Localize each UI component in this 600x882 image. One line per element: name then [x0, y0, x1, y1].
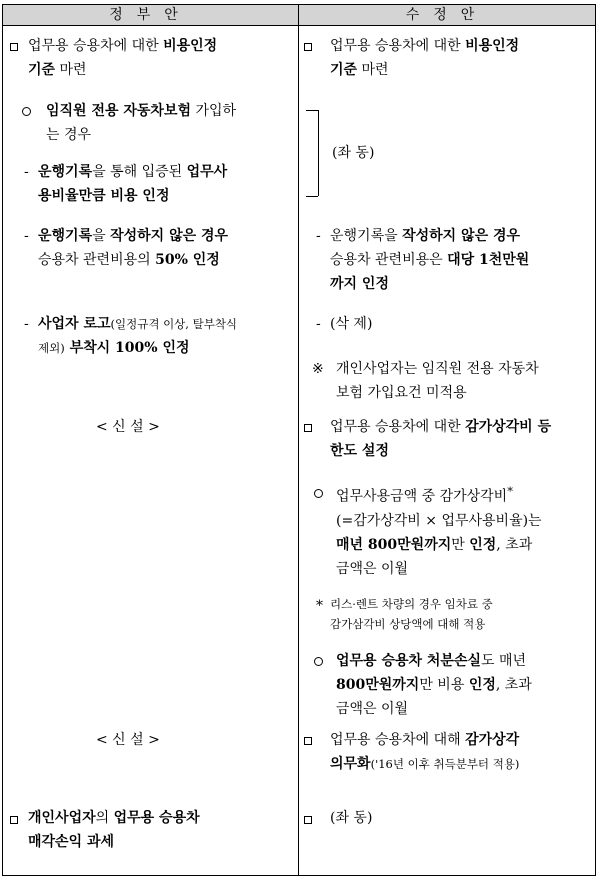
left-item-business-logo: 사업자 로고(일정규격 이상, 탈부착식 제외) 부착시 100% 인정: [38, 316, 238, 356]
header-divider: [2, 25, 596, 26]
square-bullet-icon: [304, 816, 312, 824]
reference-mark: ※: [312, 361, 324, 377]
square-bullet-icon: [10, 43, 18, 51]
header-revised-proposal: 수정안: [405, 7, 489, 23]
right-item-deleted: (삭 제): [330, 316, 373, 332]
right-item-no-logbook: 운행기록을 작성하지 않은 경우 승용차 관련비용은 대당 1천만원 까지 인정: [330, 228, 530, 292]
right-note-sole-proprietor: 개인사업자는 임직원 전용 자동차 보험 가입요건 미적용: [336, 361, 539, 401]
left-item-sole-proprietor: 개인사업자의 업무용 승용차 매각손익 과세: [28, 810, 200, 850]
dash-bullet-icon: -: [316, 228, 321, 244]
dash-bullet-icon: -: [24, 228, 29, 244]
bracket-line: [306, 110, 318, 111]
square-bullet-icon: [304, 43, 312, 51]
right-item-depreciation-limit: 업무용 승용차에 대한 감가상각비 등 한도 설정: [330, 419, 552, 459]
column-divider: [298, 4, 299, 876]
right-same-as-left-1: (좌 동): [332, 145, 375, 161]
right-item-mandatory-depreciation: 업무용 승용차에 대해 감가상각 의무화('16년 이후 취득분부터 적용): [330, 732, 520, 772]
circle-bullet-icon: [314, 489, 323, 498]
right-item-annual-cap: 업무사용금액 중 감가상각비* (=감가상각비 × 업무사용비율)는 매년 800만원까지만 인정, 초과 금액은 이월: [336, 484, 542, 577]
right-item-disposal-loss: 업무용 승용차 처분손실도 매년 800만원까지만 비용 인정, 초과 금액은 이월: [336, 653, 532, 717]
dash-bullet-icon: -: [24, 164, 29, 180]
left-item-insurance: 임직원 전용 자동차보험 가입하 는 경우: [46, 103, 237, 143]
footnote-mark: *: [316, 598, 323, 614]
dash-bullet-icon: -: [24, 316, 29, 332]
square-bullet-icon: [10, 816, 18, 824]
right-same-as-left-2: (좌 동): [330, 810, 373, 826]
right-footnote-lease: 리스·렌트 차량의 경우 임차료 중 감가삼각비 상당액에 대해 적용: [330, 597, 493, 631]
dash-bullet-icon: -: [316, 316, 321, 332]
bracket-line: [306, 196, 318, 197]
left-item-cost-criteria: 업무용 승용차에 대한 비용인정 기준 마련: [28, 38, 218, 78]
circle-bullet-icon: [314, 657, 323, 666]
square-bullet-icon: [304, 737, 312, 745]
left-new-provision-2: < 신 설 >: [96, 732, 160, 748]
left-new-provision-1: < 신 설 >: [96, 419, 160, 435]
header-government-proposal: 정부안: [109, 7, 192, 23]
circle-bullet-icon: [22, 107, 31, 116]
left-item-no-logbook: 운행기록을 작성하지 않은 경우 승용차 관련비용의 50% 인정: [38, 228, 229, 268]
right-item-cost-criteria: 업무용 승용차에 대한 비용인정 기준 마련: [330, 38, 520, 78]
left-item-logbook-ratio: 운행기록을 통해 입증된 업무사 용비율만큼 비용 인정: [38, 164, 228, 204]
square-bullet-icon: [304, 424, 312, 432]
bracket-line: [318, 110, 319, 196]
